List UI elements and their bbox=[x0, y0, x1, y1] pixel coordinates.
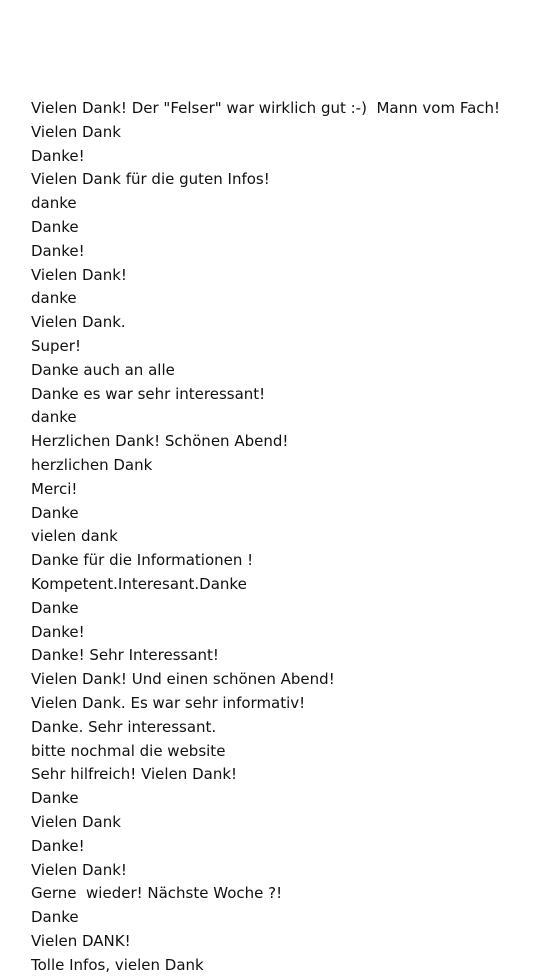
feedback-line: Tolle Infos, vielen Dank bbox=[31, 955, 204, 974]
feedback-line: Danke es war sehr interessant! bbox=[31, 384, 266, 403]
feedback-line: Danke bbox=[31, 598, 79, 617]
feedback-line: Danke bbox=[31, 503, 79, 522]
feedback-line: Danke! bbox=[31, 622, 85, 641]
feedback-line: Vielen Dank. Es war sehr informativ! bbox=[31, 693, 306, 712]
feedback-line: Vielen Dank! Der "Felser" war wirklich gut :-) Mann vom Fach! bbox=[31, 99, 501, 117]
feedback-line: Kompetent.Interesant.Danke bbox=[31, 574, 247, 593]
feedback-line: Danke bbox=[31, 789, 79, 808]
feedback-line: Danke für die Informationen ! bbox=[31, 551, 254, 570]
feedback-line: vielen dank bbox=[31, 527, 118, 546]
feedback-line: Vielen Dank! Und einen schönen Abend! bbox=[31, 670, 335, 689]
feedback-line: Sehr hilfreich! Vielen Dank! bbox=[31, 765, 238, 784]
feedback-line: Merci! bbox=[31, 479, 78, 498]
feedback-line: Vielen DANK! bbox=[31, 931, 131, 950]
feedback-line: Danke! Sehr Interessant! bbox=[31, 646, 219, 665]
feedback-line: danke bbox=[31, 289, 77, 308]
feedback-line: Herzlichen Dank! Schönen Abend! bbox=[31, 432, 289, 451]
feedback-line: bitte nochmal die website bbox=[31, 741, 226, 760]
feedback-line: Vielen Dank bbox=[31, 812, 121, 831]
feedback-line: Gerne wieder! Nächste Woche ?! bbox=[31, 884, 283, 903]
feedback-line: Vielen Dank! bbox=[31, 860, 127, 879]
feedback-line: Vielen Dank. bbox=[31, 313, 126, 332]
feedback-line: Vielen Dank bbox=[31, 122, 121, 141]
feedback-line: Danke! bbox=[31, 241, 85, 260]
feedback-line: Danke! bbox=[31, 146, 85, 165]
feedback-line: herzlichen Dank bbox=[31, 455, 153, 474]
feedback-line: danke bbox=[31, 408, 77, 427]
feedback-line: Vielen Dank! bbox=[31, 265, 127, 284]
feedback-line: Danke. Sehr interessant. bbox=[31, 717, 217, 736]
feedback-line: Super! bbox=[31, 336, 81, 355]
feedback-line: Danke! bbox=[31, 836, 85, 855]
feedback-line: Danke bbox=[31, 908, 79, 927]
feedback-line: danke bbox=[31, 194, 77, 213]
feedback-line: Danke bbox=[31, 217, 79, 236]
feedback-line: Danke auch an alle bbox=[31, 360, 175, 379]
feedback-line: Vielen Dank für die guten Infos! bbox=[31, 170, 270, 189]
feedback-list bbox=[31, 97, 531, 977]
